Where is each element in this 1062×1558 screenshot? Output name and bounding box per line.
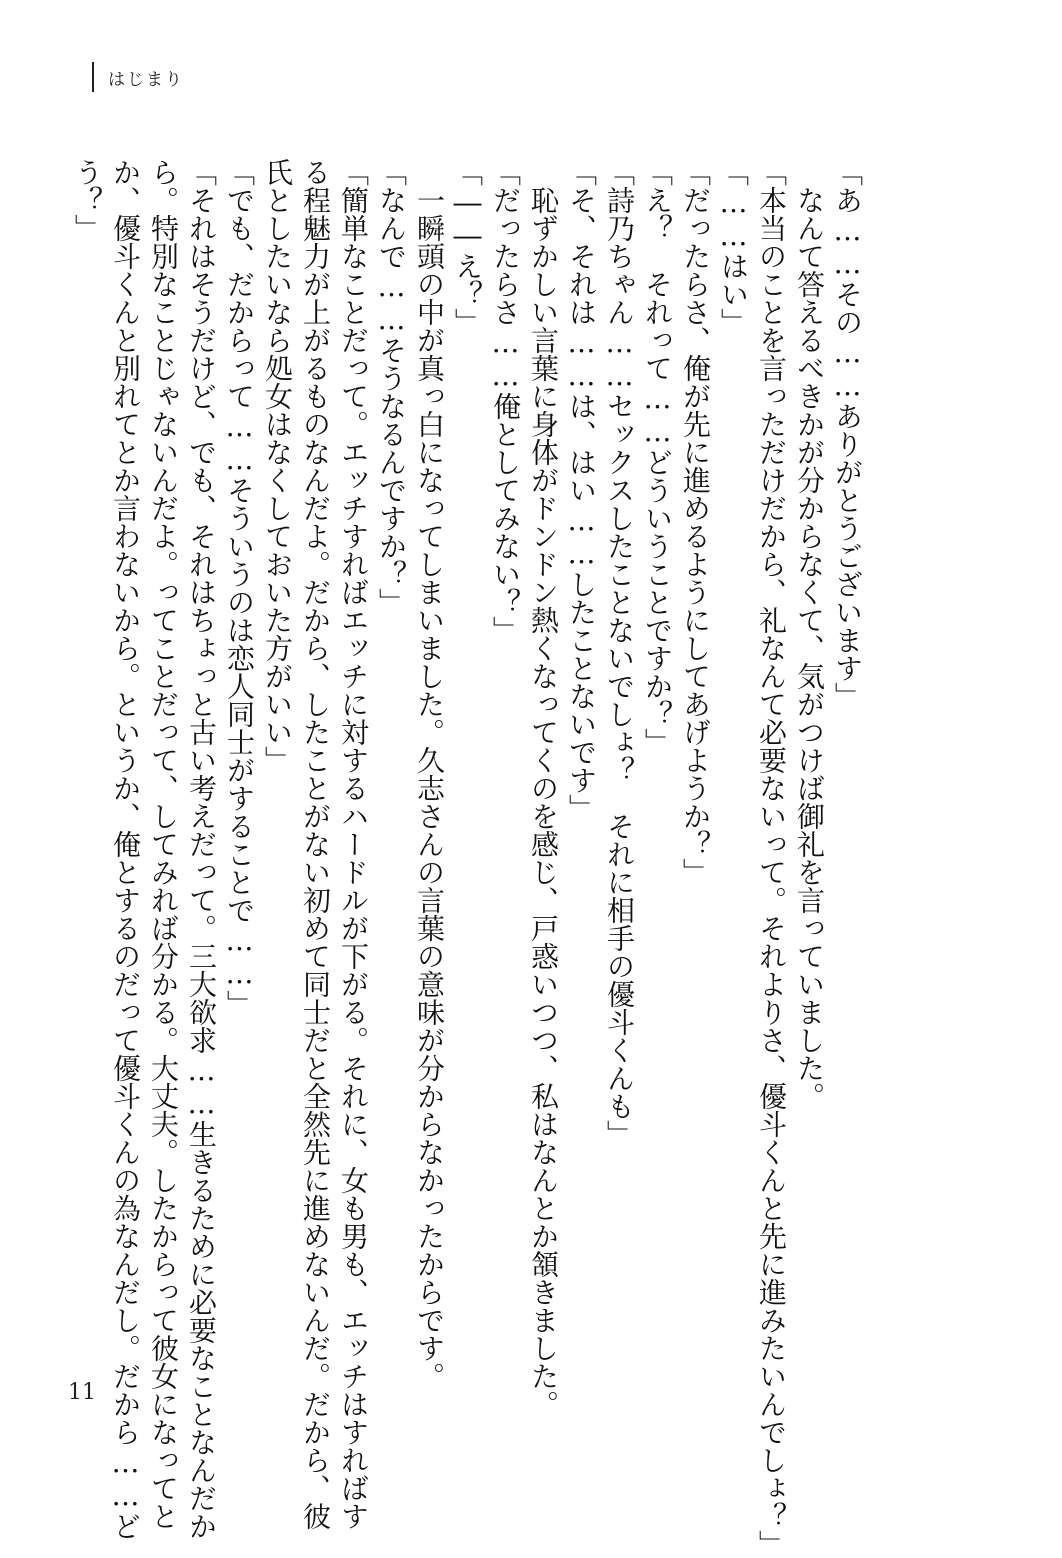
running-head: [92, 62, 184, 92]
text-line-13: 「なんで……そうなるんですか？」: [375, 158, 408, 616]
text-line-8: 「そ、それは……は、はい……したことないです」: [565, 158, 598, 822]
chapter-title: はじまり: [108, 69, 184, 90]
text-line-18: 「それはそうだけど、でも、それはちょっと古い考えだって。三大欲求……生きるために必要なことなんだか: [185, 158, 218, 1540]
text-line-6: 「え？ それって……どういうことですか？」: [641, 158, 674, 756]
text-line-20: か、優斗くんと別れてとか言わないから。というか、俺とするのだって優斗くんの為なんだし。だから……ど: [109, 158, 142, 1540]
text-line-1: 「あ……その……ありがとうございます」: [831, 158, 864, 710]
text-line-14: 「簡単なことだって。エッチすればエッチに対するハードルが下がる。それに、女も男も、エッチはすればす: [337, 158, 370, 1530]
text-line-15: る程魅力が上がるものなんだよ。だから、したことがない初めて同士だと全然先に進めないんだ。だから、彼: [299, 158, 332, 1530]
text-line-19: ら。特別なことじゃないんだよ。ってことだって、してみれば分かる。大丈夫。したからって彼女になってと: [147, 158, 180, 1530]
novel-body-text: [68, 158, 866, 1558]
text-line-17: 「でも、だからって……そういうのは恋人同士がすることで……」: [223, 158, 256, 1018]
text-line-7: 「詩乃ちゃん……セックスしたことないでしょ？ それに相手の優斗くんも」: [603, 158, 636, 1148]
running-head-rule: [92, 62, 94, 92]
text-line-16: 氏としたいなら処女はなくしておいた方がいい」: [261, 158, 294, 774]
text-line-2: なんて答えるべきかが分からなくて、気がつけば御礼を言っていました。: [793, 158, 826, 1110]
text-line-4: 「……はい」: [717, 158, 750, 336]
text-line-21: う？」: [71, 158, 104, 242]
page-number: 11: [68, 1380, 96, 1405]
text-line-3: 「本当のことを言っただけだから、礼なんて必要ないって。それよりさ、優斗くんと先に進みたいんでしょ？」: [755, 158, 788, 1558]
text-line-10: 「だったらさ……俺としてみない？」: [489, 158, 522, 644]
text-line-11: 「――え？」: [451, 158, 484, 336]
text-line-5: 「だったらさ、俺が先に進めるようにしてあげようか？」: [679, 158, 712, 886]
text-line-12: 一瞬頭の中が真っ白になってしまいました。久志さんの言葉の意味が分からなかったからです。: [413, 158, 446, 1390]
text-line-9: 恥ずかしい言葉に身体がドンドン熱くなってくのを感じ、戸惑いつつ、私はなんとか頷きました。: [527, 158, 560, 1418]
